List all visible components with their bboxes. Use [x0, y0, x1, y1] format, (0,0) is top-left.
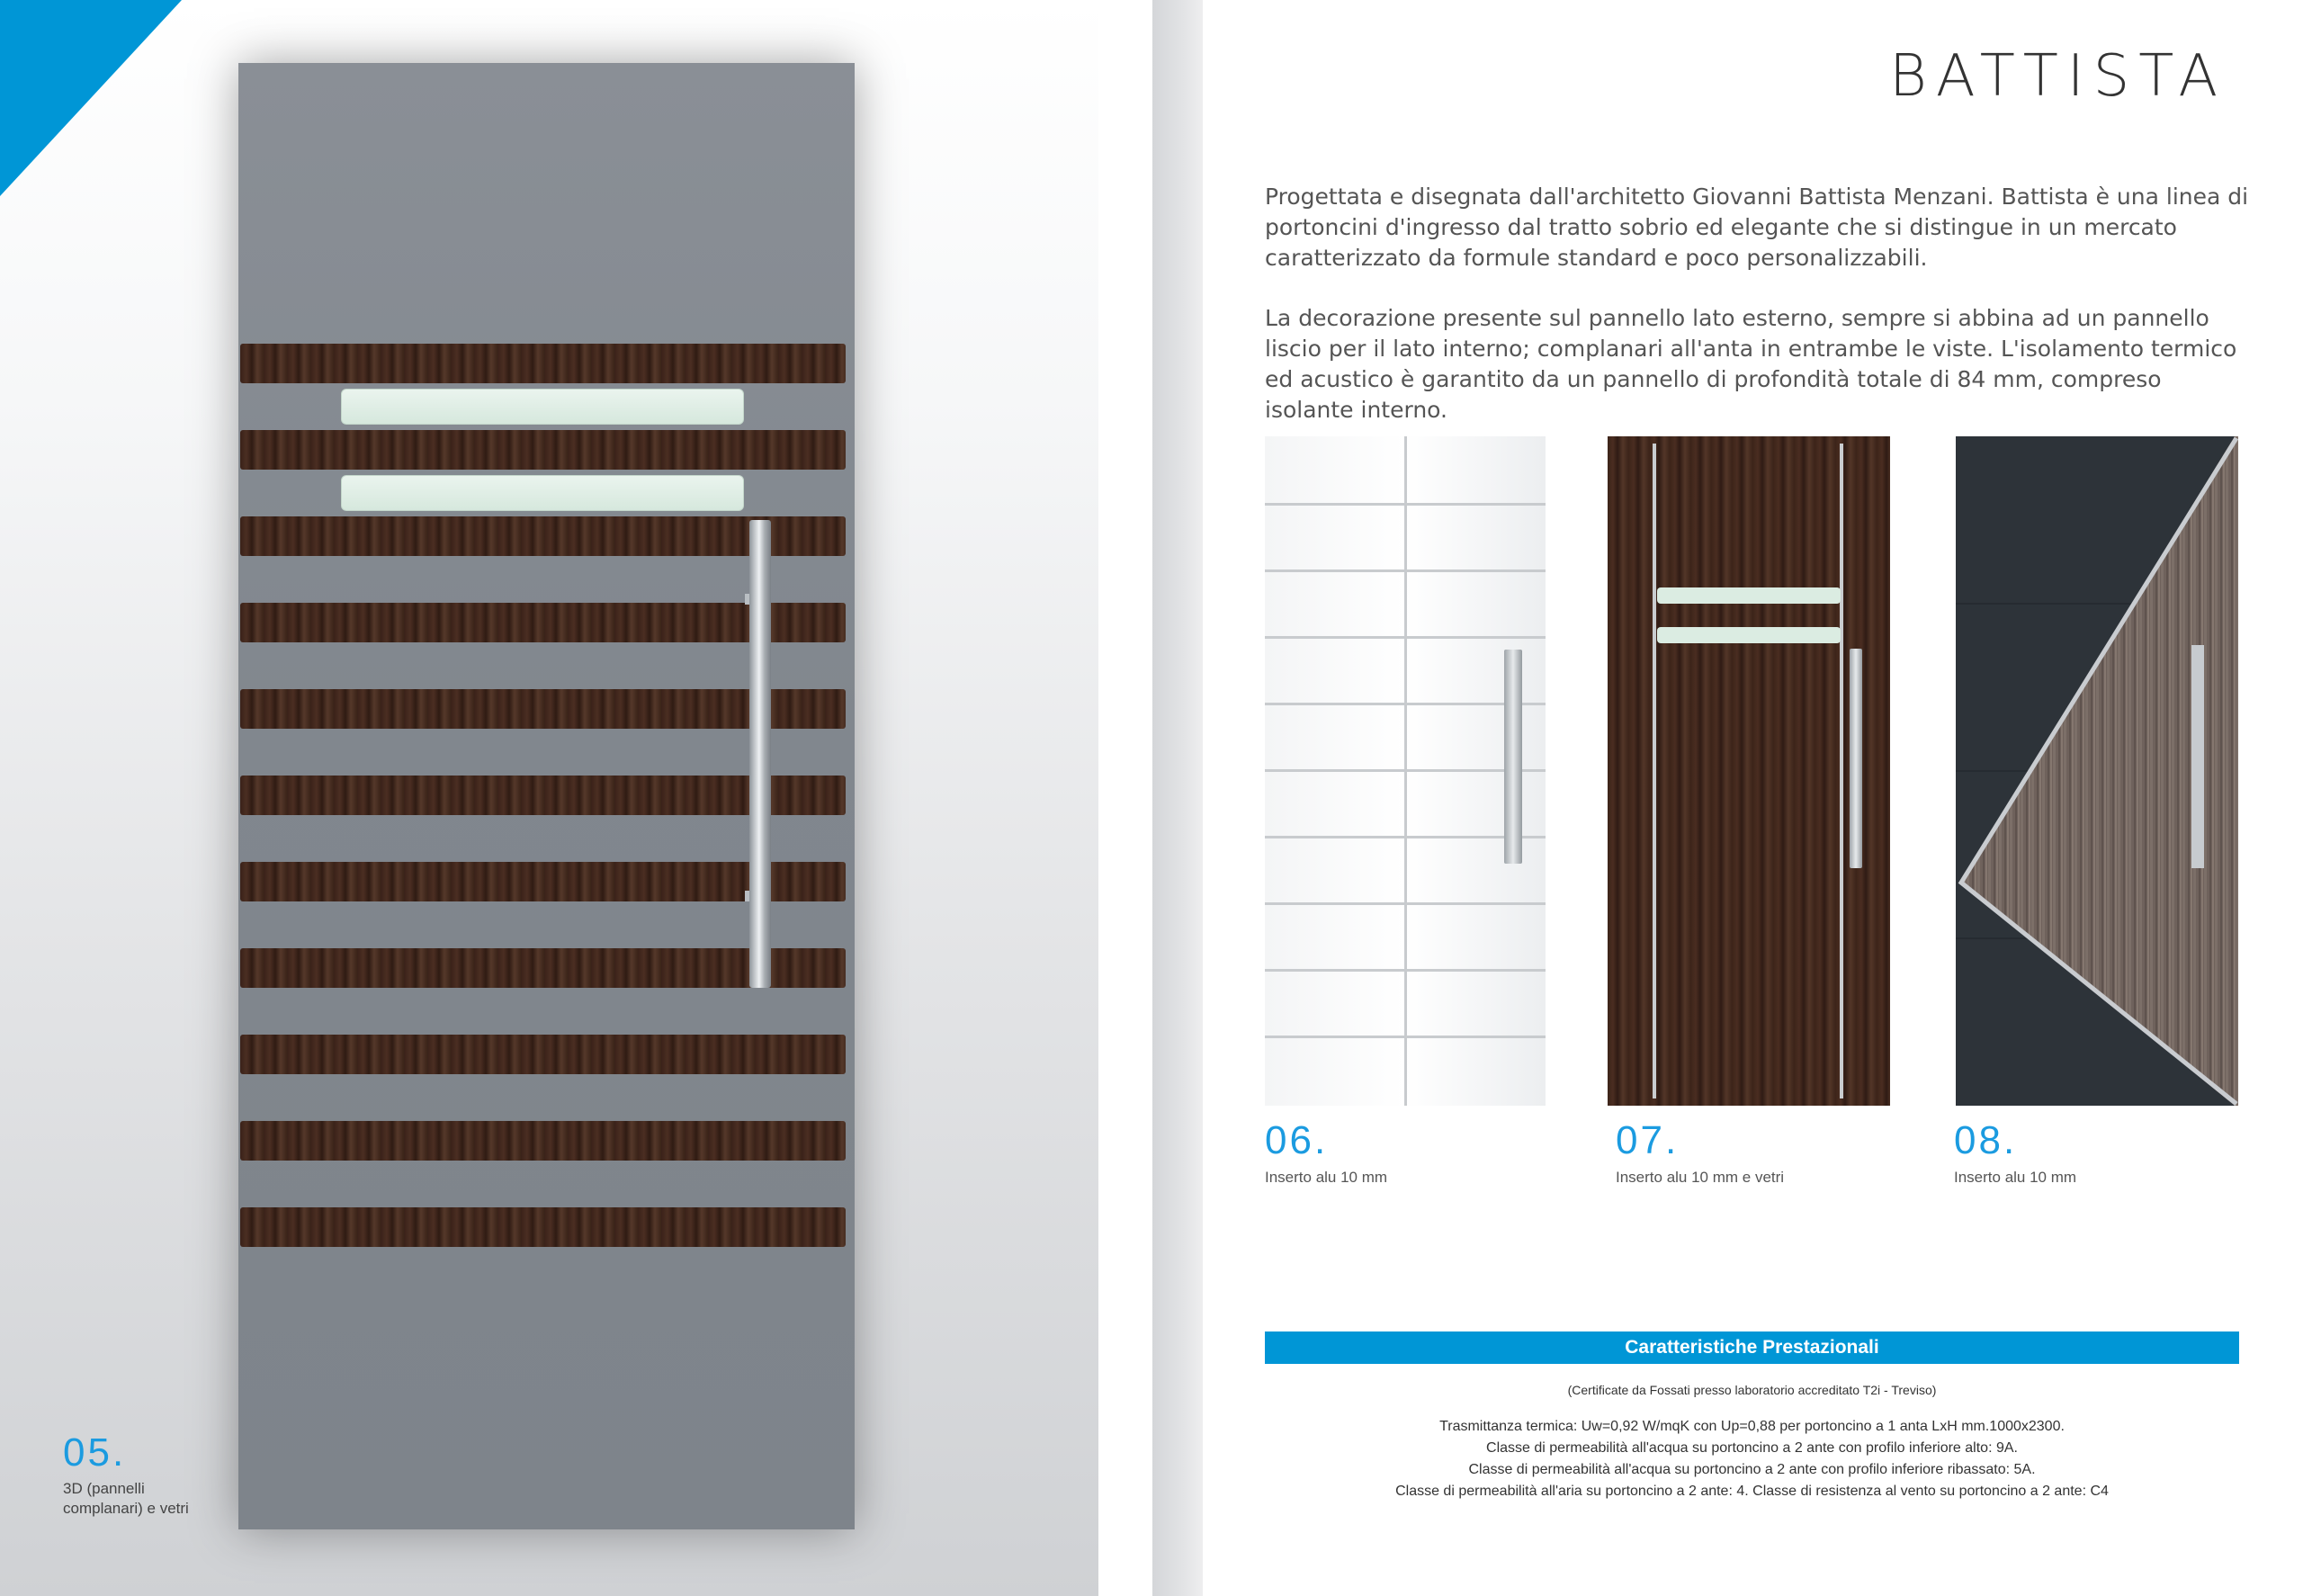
spec-line: Trasmittanza termica: Uw=0,92 W/mqK con Up=0,88 per portoncino a 1 anta LxH mm.1000x2300.	[1439, 1419, 2065, 1434]
door-06-number: 06.	[1265, 1118, 1329, 1162]
door-05-description: 3D (pannelli complanari) e vetri	[63, 1480, 189, 1517]
door-08-description: Inserto alu 10 mm	[1954, 1169, 2077, 1186]
door-08-image	[1956, 436, 2238, 1106]
door-07-number: 07.	[1616, 1118, 1680, 1162]
door-06-description: Inserto alu 10 mm	[1265, 1169, 1388, 1186]
alu-insert	[1404, 969, 1407, 1036]
door-06-image	[1265, 436, 1546, 1106]
wood-band	[240, 430, 846, 470]
alu-insert	[1404, 769, 1407, 836]
alu-insert	[1404, 836, 1407, 902]
wood-band	[240, 1121, 846, 1161]
corner-accent-triangle	[0, 0, 182, 196]
wood-band	[240, 344, 846, 383]
wood-band	[240, 1207, 846, 1247]
alu-insert	[1404, 703, 1407, 769]
brand-logo: BATTISTA	[1889, 43, 2227, 110]
door-08-number: 08.	[1954, 1118, 2018, 1162]
door-handle	[1504, 650, 1522, 864]
door-05-number: 05.	[63, 1430, 127, 1475]
certification-note: (Certificate da Fossati presso laboratorio accreditato T2i - Treviso)	[1567, 1383, 1937, 1397]
intro-text	[1265, 182, 2254, 455]
wood-band	[240, 1035, 846, 1074]
intro-paragraph-1: Progettata e disegnata dall'architetto Giovanni Battista Menzani. Battista è una linea di portoncini d'ingresso dal tratto sobrio ed elegante che si distingue in un mercato caratterizzato da formule standard e poco personalizzabili.	[1265, 184, 2249, 271]
door-05-image	[238, 63, 855, 1529]
door-handle	[749, 520, 771, 988]
glass-insert	[1657, 627, 1841, 643]
alu-insert	[1653, 444, 1656, 1098]
glass-insert	[1657, 587, 1841, 604]
spec-line: Classe di permeabilità all'aria su portoncino a 2 ante: 4. Classe di resistenza al vento su portoncino a 2 ante: C4	[1395, 1484, 2109, 1499]
door-handle	[1850, 649, 1862, 868]
alu-insert	[1404, 1036, 1407, 1106]
performance-specs	[1265, 1416, 2239, 1502]
alu-insert	[1404, 569, 1407, 636]
gutter-band	[1152, 0, 1203, 1596]
spec-line: Classe di permeabilità all'acqua su portoncino a 2 ante con profilo inferiore ribassato: 5A.	[1468, 1462, 2036, 1477]
glass-insert	[341, 389, 744, 425]
door-08-graphic	[1956, 436, 2238, 1106]
alu-insert	[1404, 436, 1407, 503]
page-spine	[1098, 0, 1152, 1596]
spec-line: Classe di permeabilità all'acqua su portoncino a 2 ante con profilo inferiore alto: 9A.	[1486, 1440, 2018, 1456]
glass-insert	[341, 475, 744, 511]
alu-insert	[1840, 444, 1843, 1098]
alu-insert	[1404, 503, 1407, 569]
left-page	[0, 0, 1098, 1596]
alu-insert	[1404, 902, 1407, 969]
alu-insert	[1404, 636, 1407, 703]
door-07-image	[1608, 436, 1890, 1106]
performance-title-bar: Caratteristiche Prestazionali	[1265, 1331, 2239, 1364]
intro-paragraph-2: La decorazione presente sul pannello lato esterno, sempre si abbina ad un pannello liscio per il lato interno; complanari all'anta in entrambe le viste. L'isolamento termico ed acustico è garantito da un pannello di profondità totale di 84 mm, compreso isolante interno.	[1265, 305, 2237, 423]
door-07-description: Inserto alu 10 mm e vetri	[1616, 1169, 1785, 1186]
